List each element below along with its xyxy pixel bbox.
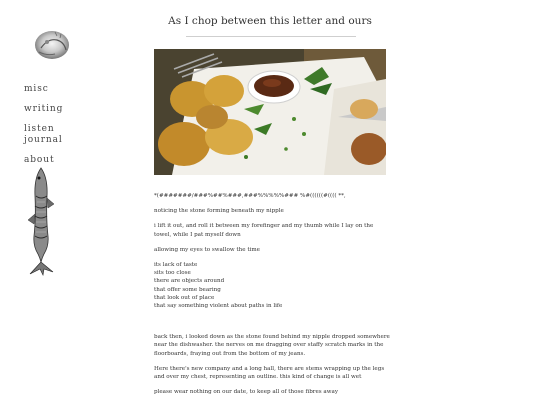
- post-stanza: [154, 261, 390, 310]
- title-divider: [186, 36, 356, 37]
- stanza-line: that look out of place: [154, 294, 215, 301]
- nav-listen-journal[interactable]: listen journal: [24, 124, 63, 145]
- post-paragraph: Here there's new company and a long hall, there are stems wrapping up the legs and over my chest, representing an outline. this kind of change is all wet: [154, 365, 385, 381]
- stanza-line: there are objects around: [154, 278, 225, 285]
- post-paragraph: *(#######/###%##%###,###%%%%%### %#((((((#(((( **,: [154, 193, 346, 199]
- main-nav: [24, 84, 64, 175]
- section-gap: [154, 317, 390, 333]
- post-paragraph: back then, i looked down as the stone found behind my nipple dropped somewhere near the dishwasher. the nerves on me dragging over staffy scratch marks in the floorboards, fraying out from the bottom of my jeans.: [154, 334, 390, 357]
- fish-illustration: [22, 166, 62, 276]
- stanza-line: its lack of taste: [154, 262, 198, 269]
- post-body: [154, 192, 390, 403]
- post-paragraph: please wear nothing on our date, to keep all of those fibres away: [154, 389, 339, 396]
- sidebar: [0, 0, 140, 405]
- nav-writing[interactable]: writing: [24, 104, 64, 114]
- post-title: As I chop between this letter and ours: [168, 15, 372, 27]
- stanza-line: sits too close: [154, 270, 191, 277]
- post-paragraph: noticing the stone forming beneath my nipple: [154, 208, 284, 215]
- stanza-line: that say something violent about paths in life: [154, 303, 283, 310]
- nav-about[interactable]: about: [24, 155, 55, 165]
- stanza-line: that offer some bearing: [154, 286, 221, 293]
- nav-misc[interactable]: misc: [24, 84, 49, 94]
- post-paragraph: i lift it out, and roll it between my forefinger and my thumb while I lay on the towel, while I pat myself down: [154, 223, 374, 238]
- post-paragraph: allowing my eyes to swallow the time: [154, 246, 260, 253]
- post-photo: [154, 49, 386, 175]
- site-logo[interactable]: [33, 26, 71, 62]
